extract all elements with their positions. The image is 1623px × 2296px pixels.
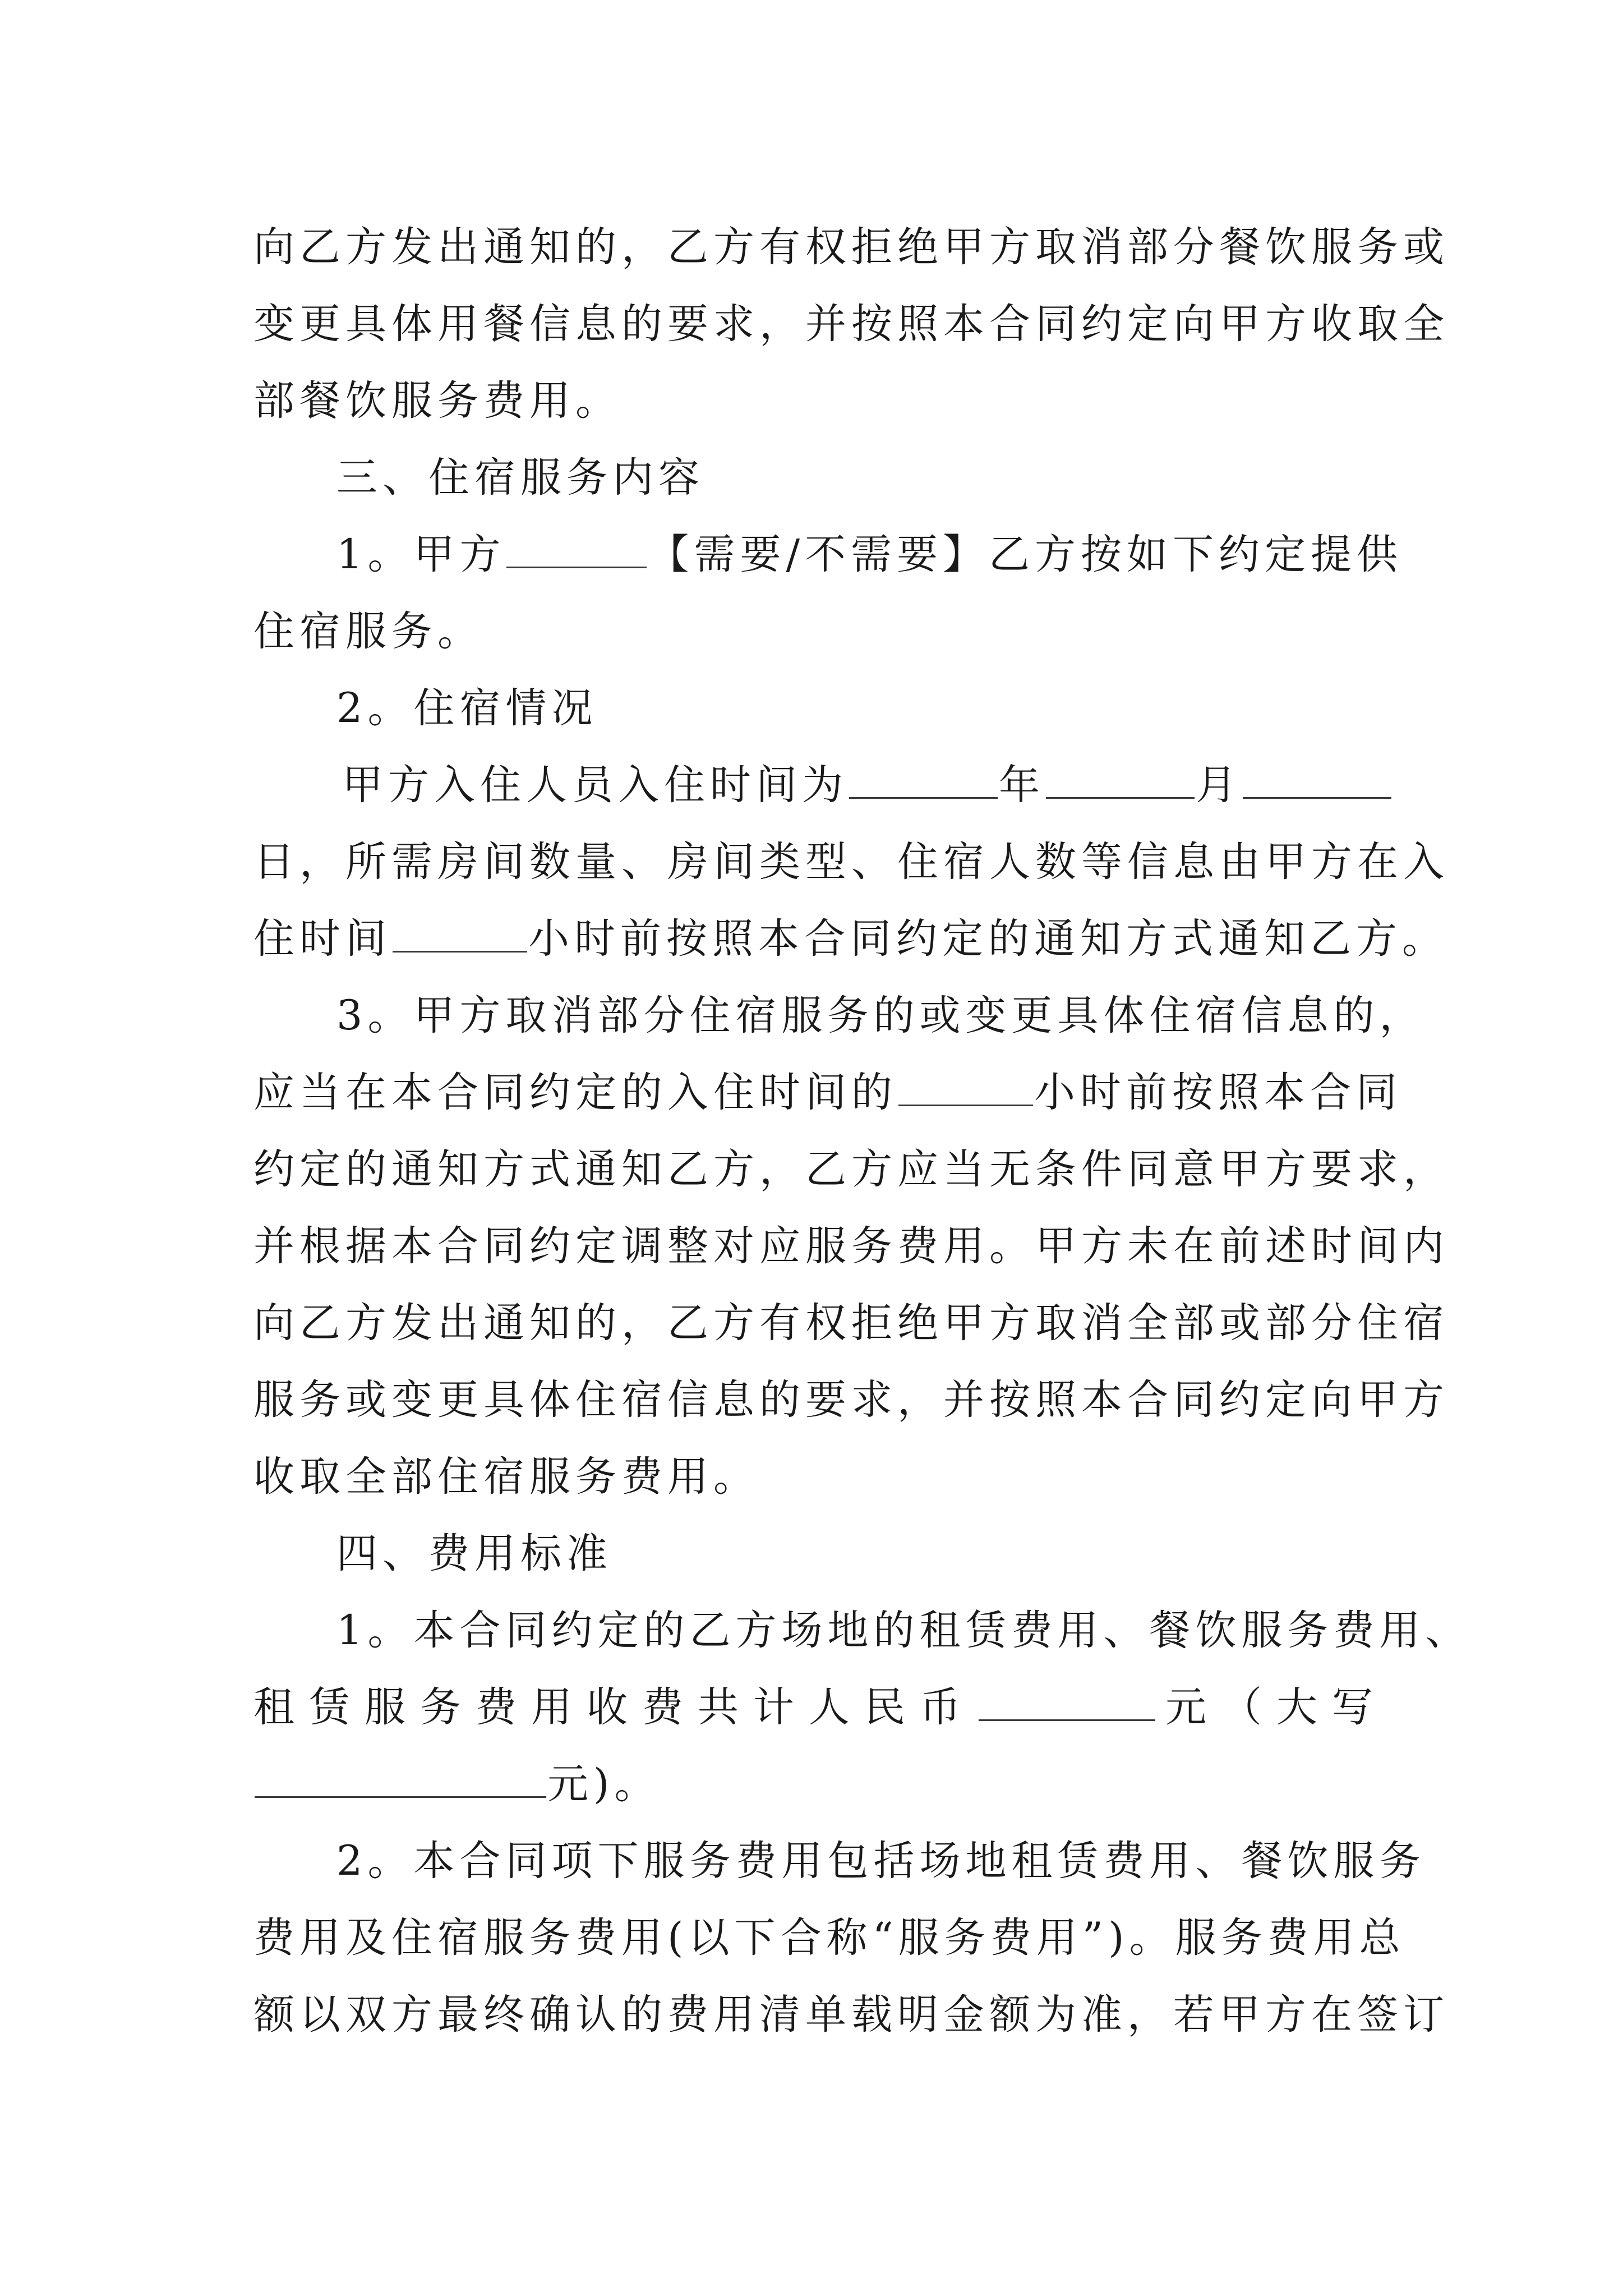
paragraph-line: 3。甲方取消部分住宿服务的或变更具体住宿信息的，	[336, 992, 1426, 1039]
fill-in-blank	[1243, 758, 1391, 799]
section-heading-accommodation: 三、住宿服务内容	[336, 454, 704, 501]
paragraph-line: 费用及住宿服务费用(以下合称“服务费用”)。服务费用总	[253, 1914, 1405, 1962]
paragraph-line: 额以双方最终确认的费用清单载明金额为准，若甲方在签订	[253, 1991, 1449, 2039]
text-segment: 住时间	[253, 915, 391, 963]
paragraph-line	[253, 1054, 1402, 1131]
text-segment: 年	[999, 761, 1045, 809]
subsection-heading: 2。住宿情况	[336, 684, 598, 732]
paragraph-line: 2。本合同项下服务费用包括场地租赁费用、餐饮服务	[336, 1837, 1426, 1885]
fill-in-blank	[898, 1065, 1033, 1106]
text-segment: 【需要/不需要】乙方按如下约定提供	[648, 531, 1403, 578]
document-body	[253, 209, 1472, 2053]
fill-in-blank	[393, 912, 527, 953]
text-segment: 租赁服务费用收费共计人民币	[253, 1683, 975, 1731]
paragraph-line	[253, 900, 1448, 977]
paragraph-line	[253, 1746, 1398, 1823]
paragraph-line	[253, 516, 1403, 593]
paragraph-line: 约定的通知方式通知乙方，乙方应当无条件同意甲方要求，	[253, 1145, 1449, 1193]
text-segment: 甲方入住人员入住时间为	[342, 761, 848, 809]
paragraph-line: 变更具体用餐信息的要求，并按照本合同约定向甲方收取全	[253, 300, 1449, 348]
text-segment: 元（大写	[1165, 1683, 1387, 1731]
fill-in-blank	[849, 758, 998, 799]
fill-in-blank	[1046, 758, 1195, 799]
paragraph-line	[253, 747, 1398, 823]
text-segment: 小时前按照本合同	[1034, 1069, 1402, 1116]
paragraph-line	[253, 1669, 1398, 1746]
fill-in-blank	[255, 1757, 546, 1798]
fill-in-blank	[979, 1680, 1155, 1721]
paragraph-line: 并根据本合同约定调整对应服务费用。甲方未在前述时间内	[253, 1222, 1449, 1270]
text-segment: 1。甲方	[336, 531, 506, 578]
paragraph-line: 收取全部住宿服务费用。	[253, 1453, 759, 1501]
paragraph-line: 向乙方发出通知的，乙方有权拒绝甲方取消全部或部分住宿	[253, 1299, 1449, 1347]
text-segment: 应当在本合同约定的入住时间的	[253, 1069, 897, 1116]
text-segment: 月	[1196, 761, 1242, 809]
text-segment: 小时前按照本合同约定的通知方式通知乙方。	[528, 915, 1448, 963]
paragraph-line: 住宿服务。	[253, 608, 483, 655]
fill-in-blank	[506, 527, 647, 568]
paragraph-line: 日，所需房间数量、房间类型、住宿人数等信息由甲方在入	[253, 838, 1449, 886]
paragraph-line: 1。本合同约定的乙方场地的租赁费用、餐饮服务费用、	[336, 1607, 1472, 1654]
paragraph-line: 向乙方发出通知的，乙方有权拒绝甲方取消部分餐饮服务或	[253, 223, 1449, 271]
section-heading-fees: 四、费用标准	[336, 1530, 612, 1577]
paragraph-line: 服务或变更具体住宿信息的要求，并按照本合同约定向甲方	[253, 1376, 1449, 1424]
text-segment: 元)。	[547, 1760, 661, 1808]
paragraph-line: 部餐饮服务费用。	[253, 377, 621, 425]
